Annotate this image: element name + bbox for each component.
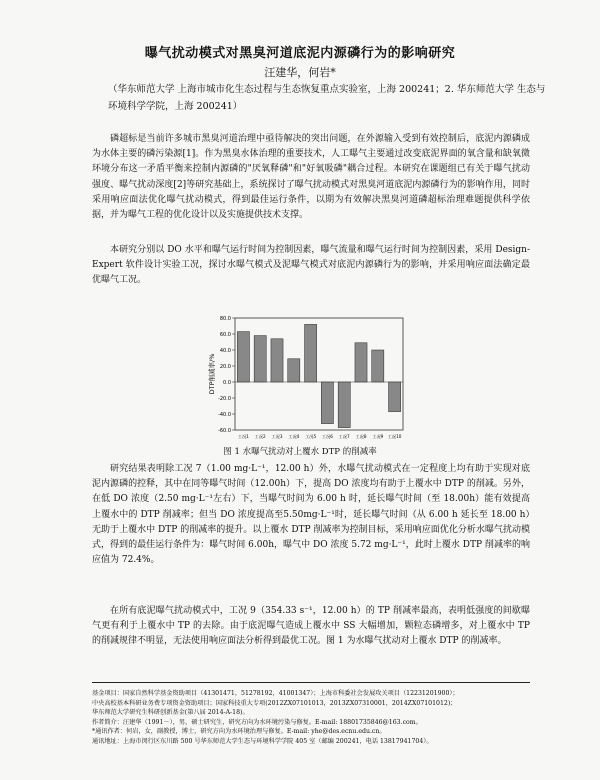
x-tick-label: 工况4 (288, 434, 300, 439)
footnote-divider (92, 682, 530, 683)
y-tick-label: -60.0 (218, 428, 231, 434)
bar-6 (321, 382, 333, 424)
y-tick-label: 0.0 (223, 380, 231, 386)
y-tick-label: -20.0 (218, 396, 231, 402)
bar-4 (288, 359, 300, 382)
y-tick-label: 40.0 (219, 348, 231, 354)
footnote-line: 基金项目：国家自然科学基金资助项目（41301471，51278192，41001347）；上海市科委社会发展攻关项目（12231201900）； (92, 690, 459, 697)
bar-3 (271, 339, 283, 382)
x-tick-label: 工况1 (237, 434, 249, 439)
y-axis-label: DTP削减率/% (208, 353, 216, 395)
paper-title: 曝气扰动模式对黑臭河道底泥内源磷行为的影响研究 (144, 46, 456, 61)
y-tick-label: -40.0 (218, 412, 231, 418)
paragraph-results-sediment: 在所有底泥曝气扰动模式中，工况 9（354.33 s⁻¹，12.00 h）的 TP 削减率最高，表明低强度的间歇曝气更有利于上覆水中 TP 的去除。由于底泥曝气造成上覆水中 SS 大幅增加，颗粒态磷增多，对上覆水中 TP 的削减规律不明显，无法使用响应面法分析得到最优工况。图 1 为水曝气扰动对上覆水 DTP 的削减率。 (92, 606, 530, 647)
bar-8 (355, 343, 367, 382)
footnote-line: 通讯地址：上海市闵行区东川路 500 号华东师范大学生态与环境科学学院 405 室（邮编 200241，电话 13817941704）。 (92, 737, 433, 745)
bar-9 (372, 350, 384, 382)
bar-2 (254, 336, 266, 382)
y-tick-label: 60.0 (219, 332, 231, 338)
bar-7 (338, 382, 350, 428)
paragraph-intro: 磷超标是当前许多城市黑臭河道治理中亟待解决的突出问题，在外源输入受到有效控制后，底泥内源磷成为水体主要的磷污染源[1]。作为黑臭水体治理的重要技术，人工曝气主要通过改变底泥界面的氧含量和缺氧微环境分布这一矛盾平衡来控制内源磷的"厌氧释磷"和"好氧吸磷"耦合过程。本研究在课题组已有关于曝气扰动强度、曝气扰动深度[2]等研究基础上，系统探讨了曝气扰动模式对黑臭河道底泥内源磷行为的影响作用，同时采用响应面法优化曝气扰动模式，得到最佳运行条件，以期为有效解决黑臭河道磷超标治理难题提供科学依据，并为曝气工程的优化设计以及实施提供技术支撑。 (92, 134, 530, 221)
footnote-line: 华东师范大学研究生科研创新基金(第八届 2014-A-18)。 (92, 709, 249, 717)
bar-chart (205, 310, 405, 445)
footnote-line: 作者简介：汪建华（1991－），男，硕士研究生，研究方向为水环境污染与修复。E-mail: 18801735846@163.com。 (92, 718, 422, 726)
bar-series (237, 324, 400, 427)
affiliation: （华东师范大学 上海市城市化生态过程与生态恢复重点实验室，上海 200241；2. 华东师范大学 生态与环境科学学院，上海 200241） (108, 84, 546, 112)
x-tick-label: 工况5 (305, 434, 317, 439)
paragraph-methods: 本研究分别以 DO 水平和曝气运行时间为控制因素，曝气流量和曝气运行时间为控制因素，采用 Design-Expert 软件设计实验工况，探讨水曝气模式及泥曝气模式对底泥内源磷行为的影响，并采用响应面法确定最优曝气工况。 (92, 245, 530, 286)
footnote-line: *通讯作者：何岩，女，副教授，博士，研究方向为水环境治理与修复。E-mail: yhe@des.ecnu.edu.cn。 (92, 728, 386, 736)
footnote-line: 中央高校基本科研业务费专项资金资助项目；国家科技重大专项(2012ZX07101013，2013ZX07310001，2014ZX07101012)； (92, 699, 457, 707)
y-tick-label: 80.0 (219, 316, 231, 322)
x-tick-label: 工况10 (387, 434, 402, 439)
author-line: 汪建华，何岩* (264, 66, 336, 79)
x-axis-labels (238, 433, 402, 440)
figure-caption: 图 1 水曝气扰动对上覆水 DTP 的削减率 (223, 447, 377, 457)
x-tick-label: 工况6 (321, 434, 333, 439)
x-tick-label: 工况9 (372, 434, 384, 439)
x-tick-label: 工况8 (355, 434, 367, 439)
paragraph-results-water: 研究结果表明除工况 7（1.00 mg·L⁻¹，12.00 h）外，水曝气扰动模式在一定程度上均有助于实现对底泥内源磷的控释，其中在同等曝气时间（12.00h）下，提高 DO 浓度均有助于上覆水中 DTP 的削减。另外，在低 DO 浓度（2.50 mg·L⁻¹左右）下，当曝气时间为 6.00 h 时，延长曝气时间（至 18.00h）能有效提高上覆水中的 DTP 削减率；但当 DO 浓度提高至5.50mg·L⁻¹时，延长曝气时间（从 6.00 h 延长至 18.00 h）无助于上覆水中 DTP 的削减率的提升。以上覆水 DTP 削减率为控制目标，采用响应面优化分析水曝气扰动模式，得到的最佳运行条件为：曝气时间 6.00h，曝气中 DO 浓度 5.72 mg·L⁻¹，此时上覆水 DTP 削减率的响应值为 72.4%。 (92, 464, 530, 566)
bar-10 (389, 382, 401, 412)
x-tick-label: 工况2 (254, 434, 266, 439)
y-tick-label: 20.0 (219, 364, 231, 370)
footnotes (92, 689, 542, 747)
x-tick-label: 工况7 (338, 434, 350, 439)
x-tick-label: 工况3 (271, 434, 283, 439)
bar-1 (237, 332, 249, 382)
bar-5 (305, 324, 317, 382)
